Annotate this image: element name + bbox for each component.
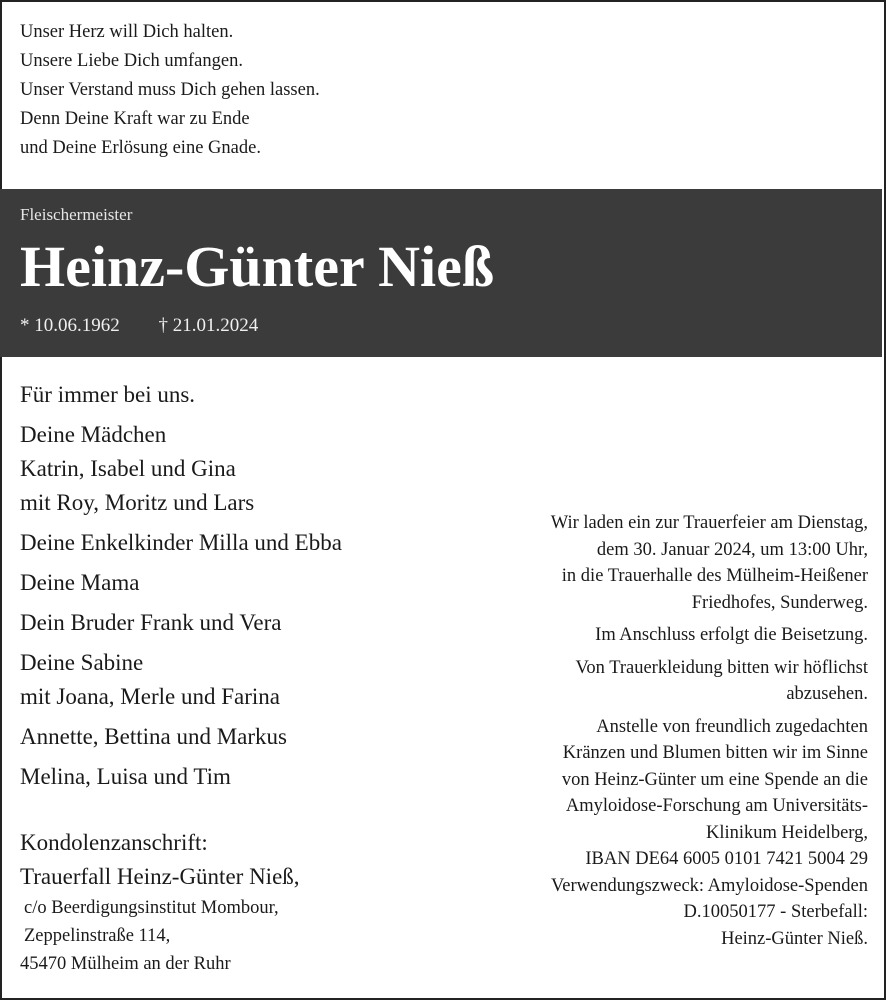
poem [20,18,320,163]
death-date: † 21.01.2024 [158,315,259,336]
poem-line: und Deine Erlösung eine Gnade. [20,138,261,158]
notice-line: D.10050177 - Sterbefall: [683,902,868,922]
mourner-line: Deine Mädchen [20,422,167,447]
donation-info [448,714,868,953]
dress-info [448,655,868,708]
mourner-group [20,646,342,714]
mourner-group [20,720,342,754]
mourner-group [20,526,342,560]
notice-line: Verwendungszweck: Amyloidose-Spenden [550,875,868,896]
mourner-group [20,566,342,600]
notice-line: Anstelle von freundlich zugedachten [596,716,868,737]
birth-date: * 10.06.1962 [20,315,120,336]
name-banner [0,189,882,357]
funeral-notice [448,510,868,958]
notice-line: abzusehen. [786,684,868,704]
burial-info [448,622,868,649]
notice-line: Kränzen und Blumen bitten wir im Sinne [562,743,868,763]
mourner-group [20,606,342,640]
poem-line: Unser Verstand muss Dich gehen lassen. [20,80,320,100]
notice-line: Heinz-Günter Nieß. [721,928,868,949]
mourner-line: Deine Mama [20,570,140,595]
motto: Für immer bei uns. [20,382,196,407]
notice-line: IBAN DE64 6005 0101 7421 5004 29 [585,849,868,869]
mourner-line: Melina, Luisa und Tim [20,764,231,789]
profession: Fleischermeister [20,205,133,224]
mourner-line: Deine Sabine [20,650,144,675]
notice-line: Friedhofes, Sunderweg. [691,592,868,613]
mourner-line: Deine Enkelkinder Milla und Ebba [20,530,342,555]
notice-line: in die Trauerhalle des Mülheim-Heißener [561,566,868,586]
mourner-line: mit Joana, Merle und Farina [20,684,280,709]
notice-line: dem 30. Januar 2024, um 13:00 Uhr, [596,539,868,560]
condolence-line: 45470 Mülheim an der Ruhr [20,954,231,974]
condolence-line: Trauerfall Heinz-Günter Nieß, [20,864,300,889]
mourner-line: Katrin, Isabel und Gina [20,456,236,481]
notice-line: von Heinz-Günter um eine Spende an die [561,769,868,790]
notice-line: Amyloidose-Forschung am Universitäts- [565,796,868,816]
condolence-line: Zeppelinstraße 114, [24,926,171,946]
ceremony-info [448,510,868,616]
mourner-group [20,418,342,520]
mourner-line: Annette, Bettina und Markus [20,724,288,749]
condolence-line: c/o Beerdigungsinstitut Mombour, [24,898,279,918]
condolence-address [20,826,300,978]
deceased-name: Heinz-Günter Nieß [20,234,495,299]
notice-line: Klinikum Heidelberg, [705,822,868,843]
poem-line: Unser Herz will Dich halten. [20,22,234,42]
poem-line: Denn Deine Kraft war zu Ende [20,109,250,129]
poem-line: Unsere Liebe Dich umfangen. [20,51,243,71]
life-dates [20,315,258,337]
mourners-list [20,378,342,800]
mourner-group [20,760,342,794]
notice-line: Wir laden ein zur Trauerfeier am Dienstag, [550,513,868,533]
condolence-heading: Kondolenzanschrift: [20,830,208,855]
mourner-line: Dein Bruder Frank und Vera [20,610,282,635]
notice-line: Von Trauerkleidung bitten wir höflichst [575,657,868,678]
mourner-line: mit Roy, Moritz und Lars [20,490,255,515]
notice-line: Im Anschluss erfolgt die Beisetzung. [595,625,868,645]
